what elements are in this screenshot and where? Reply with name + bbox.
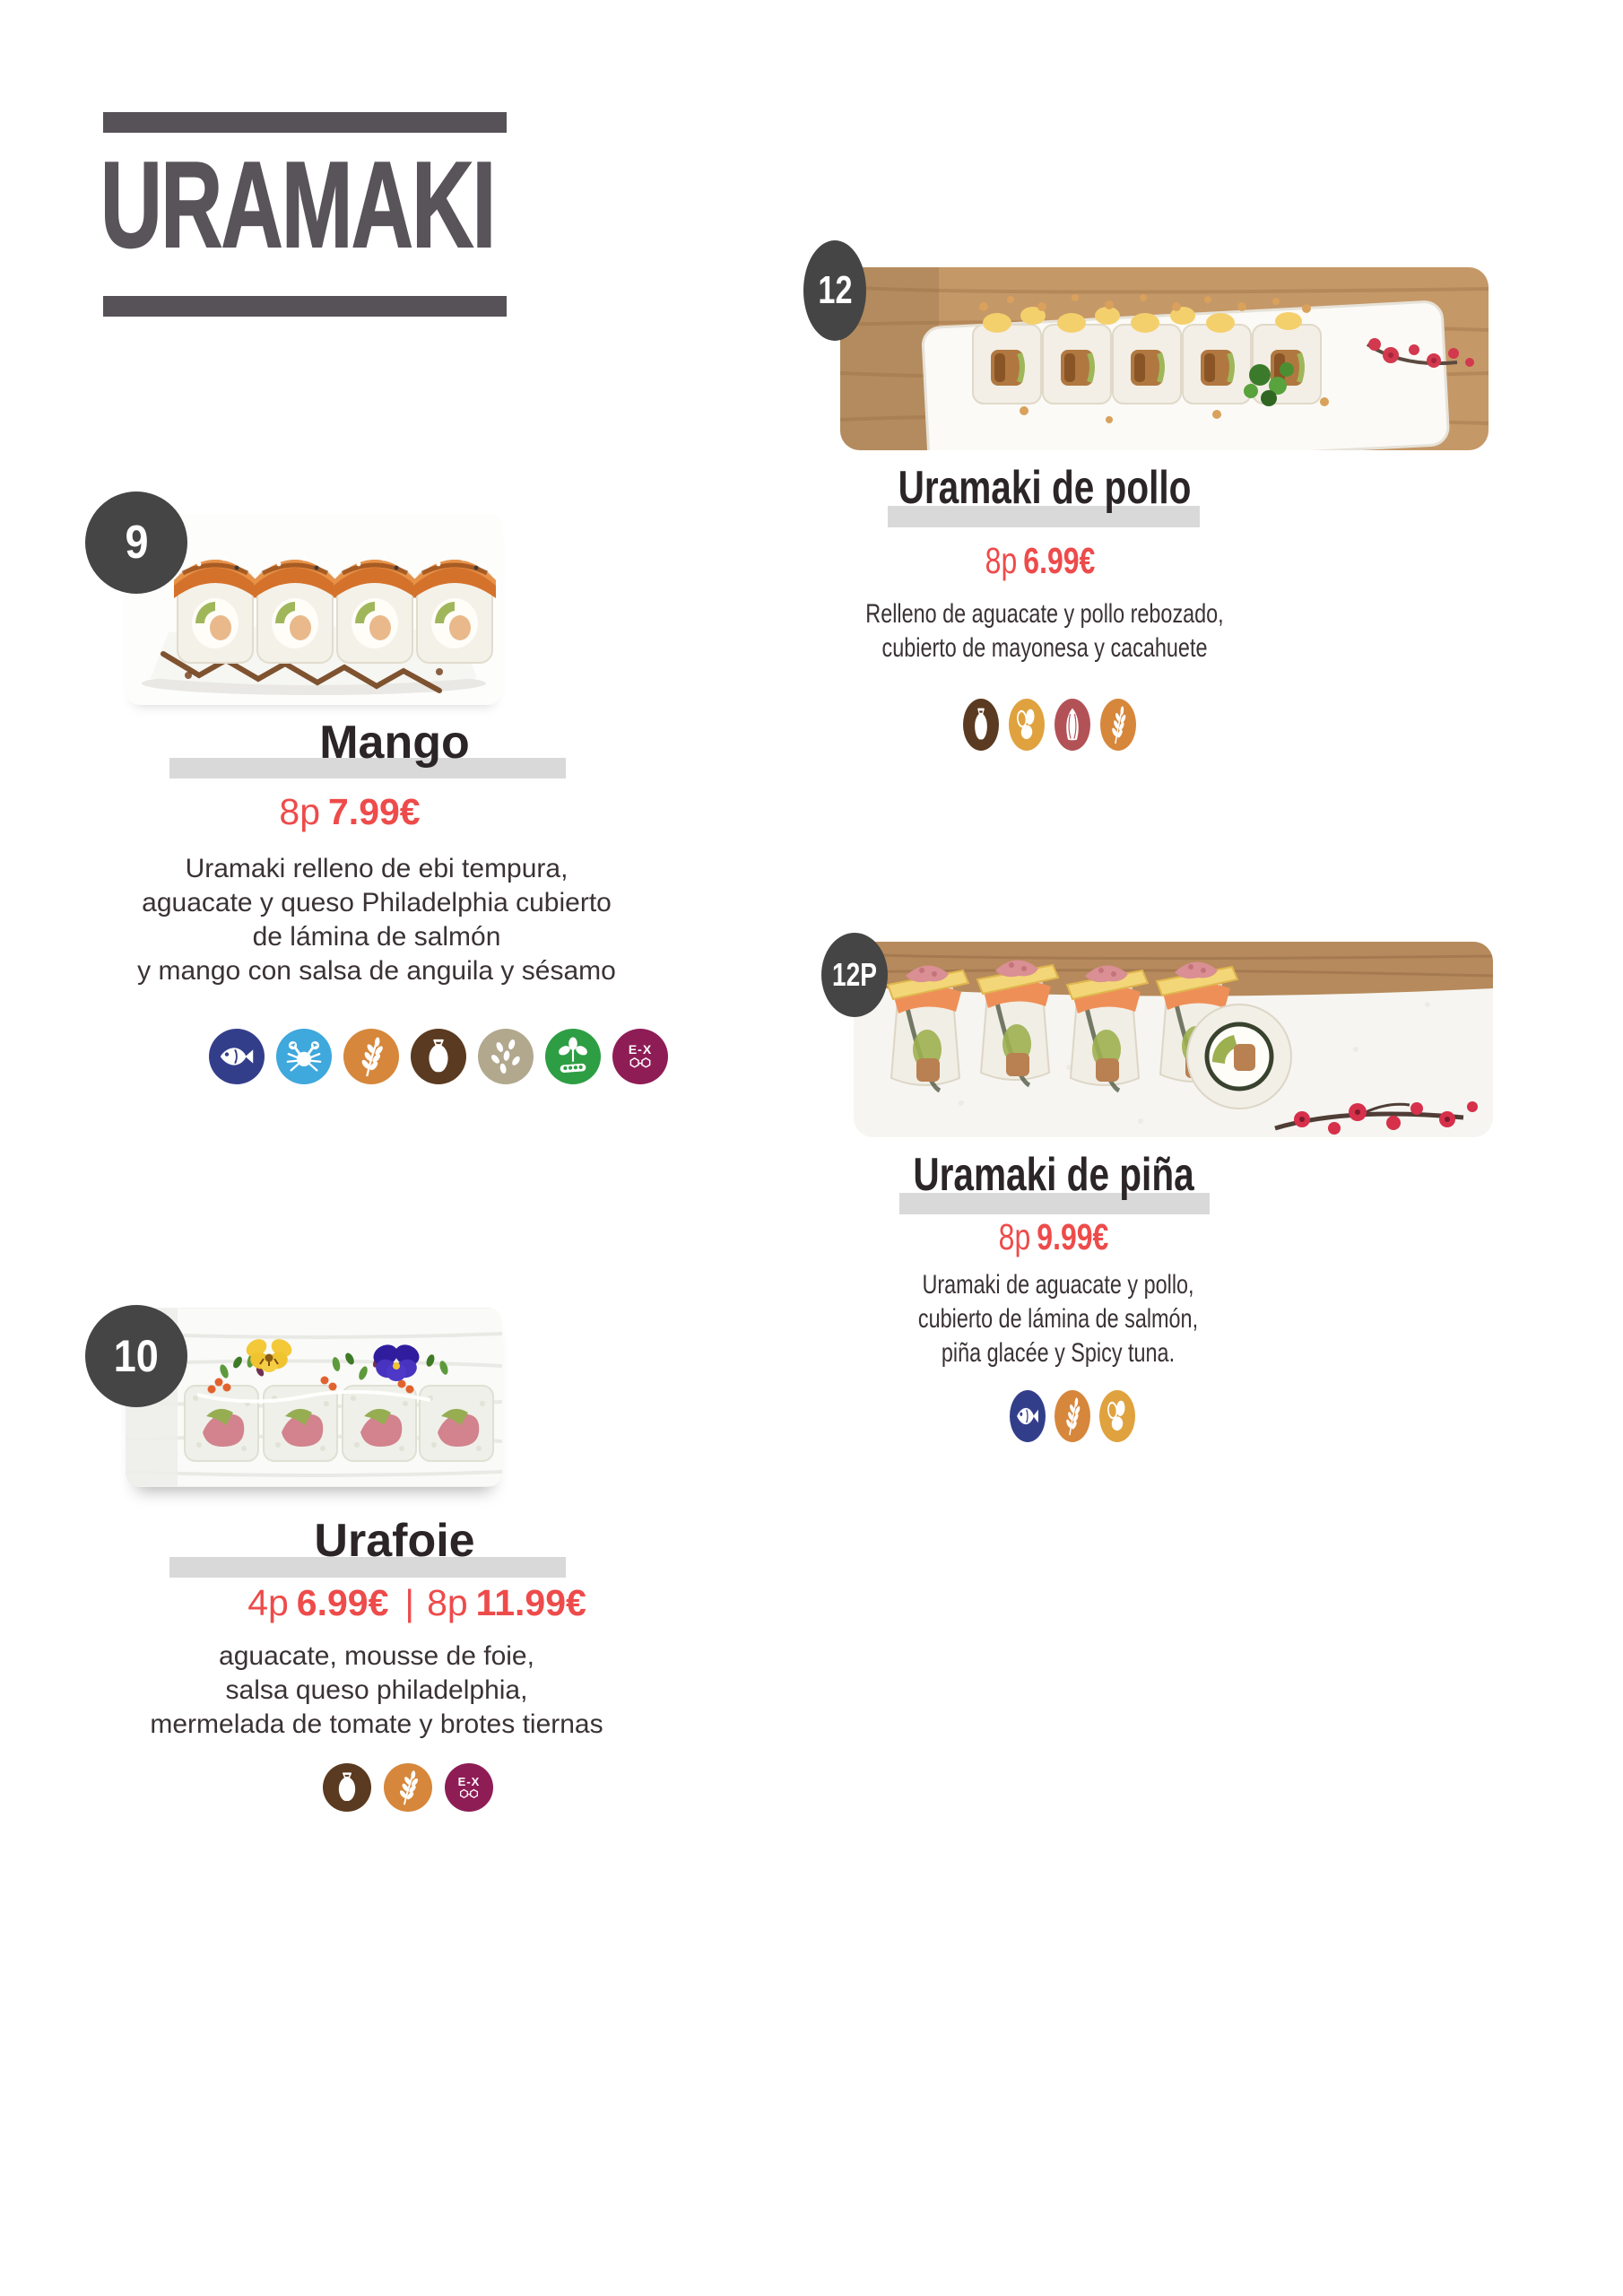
item-number-10: 10 (113, 1331, 160, 1381)
mango-description-line: de lámina de salmón (252, 922, 501, 952)
pina-allergen-icons (1010, 1390, 1135, 1442)
urafoie-price (117, 1582, 717, 1624)
pollo-title: Uramaki de pollo (898, 462, 1192, 514)
item-number-badge-12p (821, 933, 888, 1017)
pina-price-portions: 8p (998, 1216, 1031, 1257)
item-number-badge-10 (85, 1305, 187, 1407)
pina-description-line: piña glacée y Spicy tuna. (941, 1338, 1176, 1368)
pollo-description-line: cubierto de mayonesa y cacahuete (881, 633, 1208, 663)
urafoie-price-amount-8p: 11.99€ (475, 1582, 586, 1623)
price-separator: | (404, 1582, 415, 1623)
pollo-description (838, 597, 1251, 665)
pina-description (848, 1268, 1268, 1370)
pina-photo (854, 942, 1493, 1137)
urafoie-description (63, 1639, 690, 1742)
item-number-badge-12 (803, 240, 866, 341)
gluten-allergen-icon (384, 1763, 432, 1812)
mango-price-amount: 7.99€ (328, 791, 421, 832)
fish-allergen-icon (209, 1029, 265, 1084)
pina-description-line: Uramaki de aguacate y pollo, (922, 1270, 1194, 1300)
pina-description-line: cubierto de lámina de salmón, (917, 1304, 1199, 1334)
mango-description-line: Uramaki relleno de ebi tempura, (185, 854, 568, 883)
item-number-badge-9 (85, 491, 187, 594)
gluten-allergen-icon (343, 1029, 399, 1084)
pollo-description-line: Relleno de aguacate y pollo rebozado, (865, 599, 1224, 629)
additives-allergen-icon (612, 1029, 668, 1084)
egg-allergen-icon (1099, 1390, 1135, 1442)
pina-price-amount: 9.99€ (1037, 1216, 1109, 1257)
mango-title: Mango (319, 717, 470, 769)
mango-price-portions: 8p (279, 791, 320, 832)
section-title: URAMAKI (100, 136, 495, 273)
pollo-photo (840, 267, 1488, 450)
egg-allergen-icon (1009, 699, 1045, 751)
nuts-allergen-icon (1055, 699, 1090, 751)
urafoie-price-portions-4p: 4p (247, 1582, 289, 1623)
ex-label: E-X (628, 1042, 653, 1057)
header-rule-top (103, 112, 507, 133)
urafoie-title: Urafoie (314, 1515, 475, 1567)
urafoie-price-amount-4p: 6.99€ (296, 1582, 389, 1623)
pollo-sushi-illustration (840, 267, 1488, 450)
pollo-price (834, 540, 1246, 582)
pina-sushi-illustration (854, 942, 1493, 1137)
milk-allergen-icon (963, 699, 999, 751)
mango-price (81, 791, 619, 833)
urafoie-description-line: salsa queso philadelphia, (225, 1675, 528, 1705)
gluten-allergen-icon (1100, 699, 1136, 751)
sesame-allergen-icon (478, 1029, 534, 1084)
pollo-price-portions: 8p (985, 540, 1018, 581)
item-number-9: 9 (124, 517, 149, 569)
pina-title: Uramaki de piña (913, 1149, 1194, 1201)
item-number-12: 12 (817, 268, 853, 312)
ex-label: E-X (457, 1775, 481, 1788)
soy-allergen-icon (545, 1029, 601, 1084)
milk-allergen-icon (411, 1029, 466, 1084)
urafoie-description-line: aguacate, mousse de foie, (219, 1641, 534, 1671)
mango-description (63, 852, 690, 988)
crustacean-allergen-icon (276, 1029, 332, 1084)
item-number-12p: 12P (832, 956, 877, 993)
pina-price (847, 1216, 1260, 1258)
urafoie-allergen-icons (323, 1763, 493, 1812)
additives-allergen-icon (445, 1763, 493, 1812)
header-rule-bottom (103, 296, 507, 317)
pollo-allergen-icons (963, 699, 1136, 751)
urafoie-description-line: mermelada de tomate y brotes tiernas (150, 1709, 603, 1739)
pollo-price-amount: 6.99€ (1023, 540, 1096, 581)
mango-description-line: y mango con salsa de anguila y sésamo (137, 956, 616, 986)
mango-allergen-icons (209, 1029, 668, 1084)
gluten-allergen-icon (1055, 1390, 1090, 1442)
mango-description-line: aguacate y queso Philadelphia cubierto (142, 888, 612, 918)
milk-allergen-icon (323, 1763, 371, 1812)
fish-allergen-icon (1010, 1390, 1046, 1442)
urafoie-price-portions-8p: 8p (427, 1582, 468, 1623)
